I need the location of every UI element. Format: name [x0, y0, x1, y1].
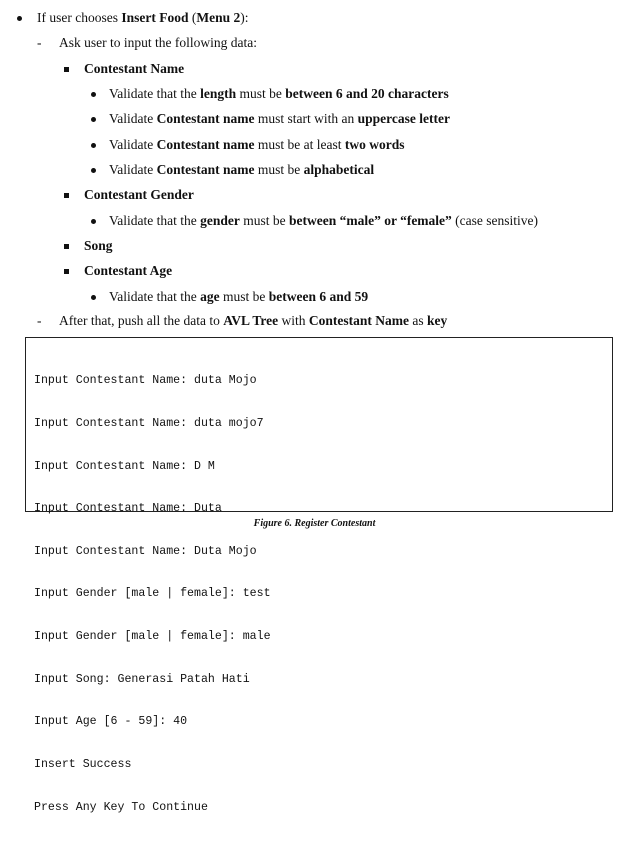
bold-text-segment: between 6 and 20 characters — [285, 86, 449, 101]
validation-rule — [109, 213, 538, 229]
validation-rule — [109, 289, 368, 305]
text-segment: Ask user to input the following data: — [59, 35, 257, 50]
text-segment: If user chooses — [37, 10, 122, 25]
text-segment: Validate that the — [109, 86, 201, 101]
bullet-dot-level3 — [91, 168, 96, 173]
bullet-dot-level3 — [91, 143, 96, 148]
text-segment: must be — [236, 86, 286, 101]
text-segment: Validate that the — [109, 213, 201, 228]
instruction-line — [59, 313, 447, 329]
bold-text-segment: alphabetical — [303, 162, 375, 177]
text-segment: must be — [219, 289, 269, 304]
console-line: Input Song: Generasi Patah Hati — [34, 672, 250, 686]
validation-rule — [109, 111, 450, 127]
bold-text-segment: uppercase letter — [357, 111, 450, 126]
bullet-dot-level1 — [17, 16, 22, 21]
text-segment: After that, push all the data to — [59, 313, 224, 328]
field-heading — [84, 263, 172, 279]
console-line: Input Gender [male | female]: test — [34, 587, 271, 601]
console-line: Input Gender [male | female]: male — [34, 630, 271, 644]
text-segment: must start with an — [254, 111, 358, 126]
instruction-line — [37, 10, 248, 26]
text-segment: must be — [254, 162, 304, 177]
bullet-dot-level3 — [91, 219, 96, 224]
validation-rule — [109, 86, 449, 102]
console-line: Press Any Key To Continue — [34, 800, 208, 814]
text-segment: Validate that the — [109, 289, 201, 304]
bold-text-segment: key — [426, 313, 448, 328]
bold-text-segment: AVL Tree — [223, 313, 279, 328]
bullet-square — [64, 67, 69, 72]
text-segment: Validate — [109, 111, 157, 126]
bold-text-segment: Song — [84, 238, 113, 253]
console-line: Input Contestant Name: Duta — [34, 502, 222, 516]
bullet-dot-level3 — [91, 295, 96, 300]
bold-text-segment: length — [200, 86, 237, 101]
bold-text-segment: Contestant name — [156, 111, 255, 126]
console-line: Insert Success — [34, 757, 132, 771]
validation-rule — [109, 137, 404, 153]
figure-caption: Figure 6. Register Contestant — [253, 518, 376, 529]
bullet-square — [64, 193, 69, 198]
console-line: Input Contestant Name: duta Mojo — [34, 374, 257, 388]
validation-rule — [109, 162, 374, 178]
dash-marker: - — [37, 35, 42, 50]
text-segment: Validate — [109, 137, 157, 152]
field-heading — [84, 187, 194, 203]
bold-text-segment: Contestant name — [156, 137, 255, 152]
bold-text-segment: Menu 2 — [196, 10, 241, 25]
dash-marker: - — [37, 313, 42, 328]
bold-text-segment: Contestant name — [156, 162, 255, 177]
bullet-square — [64, 244, 69, 249]
bullet-square — [64, 269, 69, 274]
bold-text-segment: two words — [344, 137, 405, 152]
text-segment: ): — [240, 10, 249, 25]
console-line: Input Contestant Name: Duta Mojo — [34, 544, 257, 558]
text-segment: as — [408, 313, 427, 328]
bold-text-segment: gender — [200, 213, 240, 228]
instruction-line — [59, 35, 257, 51]
text-segment: with — [278, 313, 309, 328]
bold-text-segment: Contestant Name — [308, 313, 409, 328]
bold-text-segment: Contestant Name — [84, 61, 185, 76]
bold-text-segment: age — [200, 289, 220, 304]
console-line: Input Contestant Name: duta mojo7 — [34, 417, 264, 431]
text-segment: ( — [188, 10, 197, 25]
console-line: Input Contestant Name: D M — [34, 459, 215, 473]
text-segment: (case sensitive) — [451, 213, 539, 228]
bold-text-segment: between 6 and 59 — [268, 289, 369, 304]
field-heading — [84, 238, 113, 254]
field-heading — [84, 61, 184, 77]
bullet-dot-level3 — [91, 92, 96, 97]
bullet-dot-level3 — [91, 117, 96, 122]
bold-text-segment: Contestant Age — [84, 263, 173, 278]
text-segment: must be — [239, 213, 289, 228]
bold-text-segment: between “male” or “female” — [288, 213, 452, 228]
text-segment: Validate — [109, 162, 157, 177]
text-segment: must be at least — [254, 137, 345, 152]
console-lines — [34, 346, 271, 843]
bold-text-segment: Insert Food — [121, 10, 189, 25]
console-line: Input Age [6 - 59]: 40 — [34, 715, 188, 729]
bold-text-segment: Contestant Gender — [84, 187, 194, 202]
